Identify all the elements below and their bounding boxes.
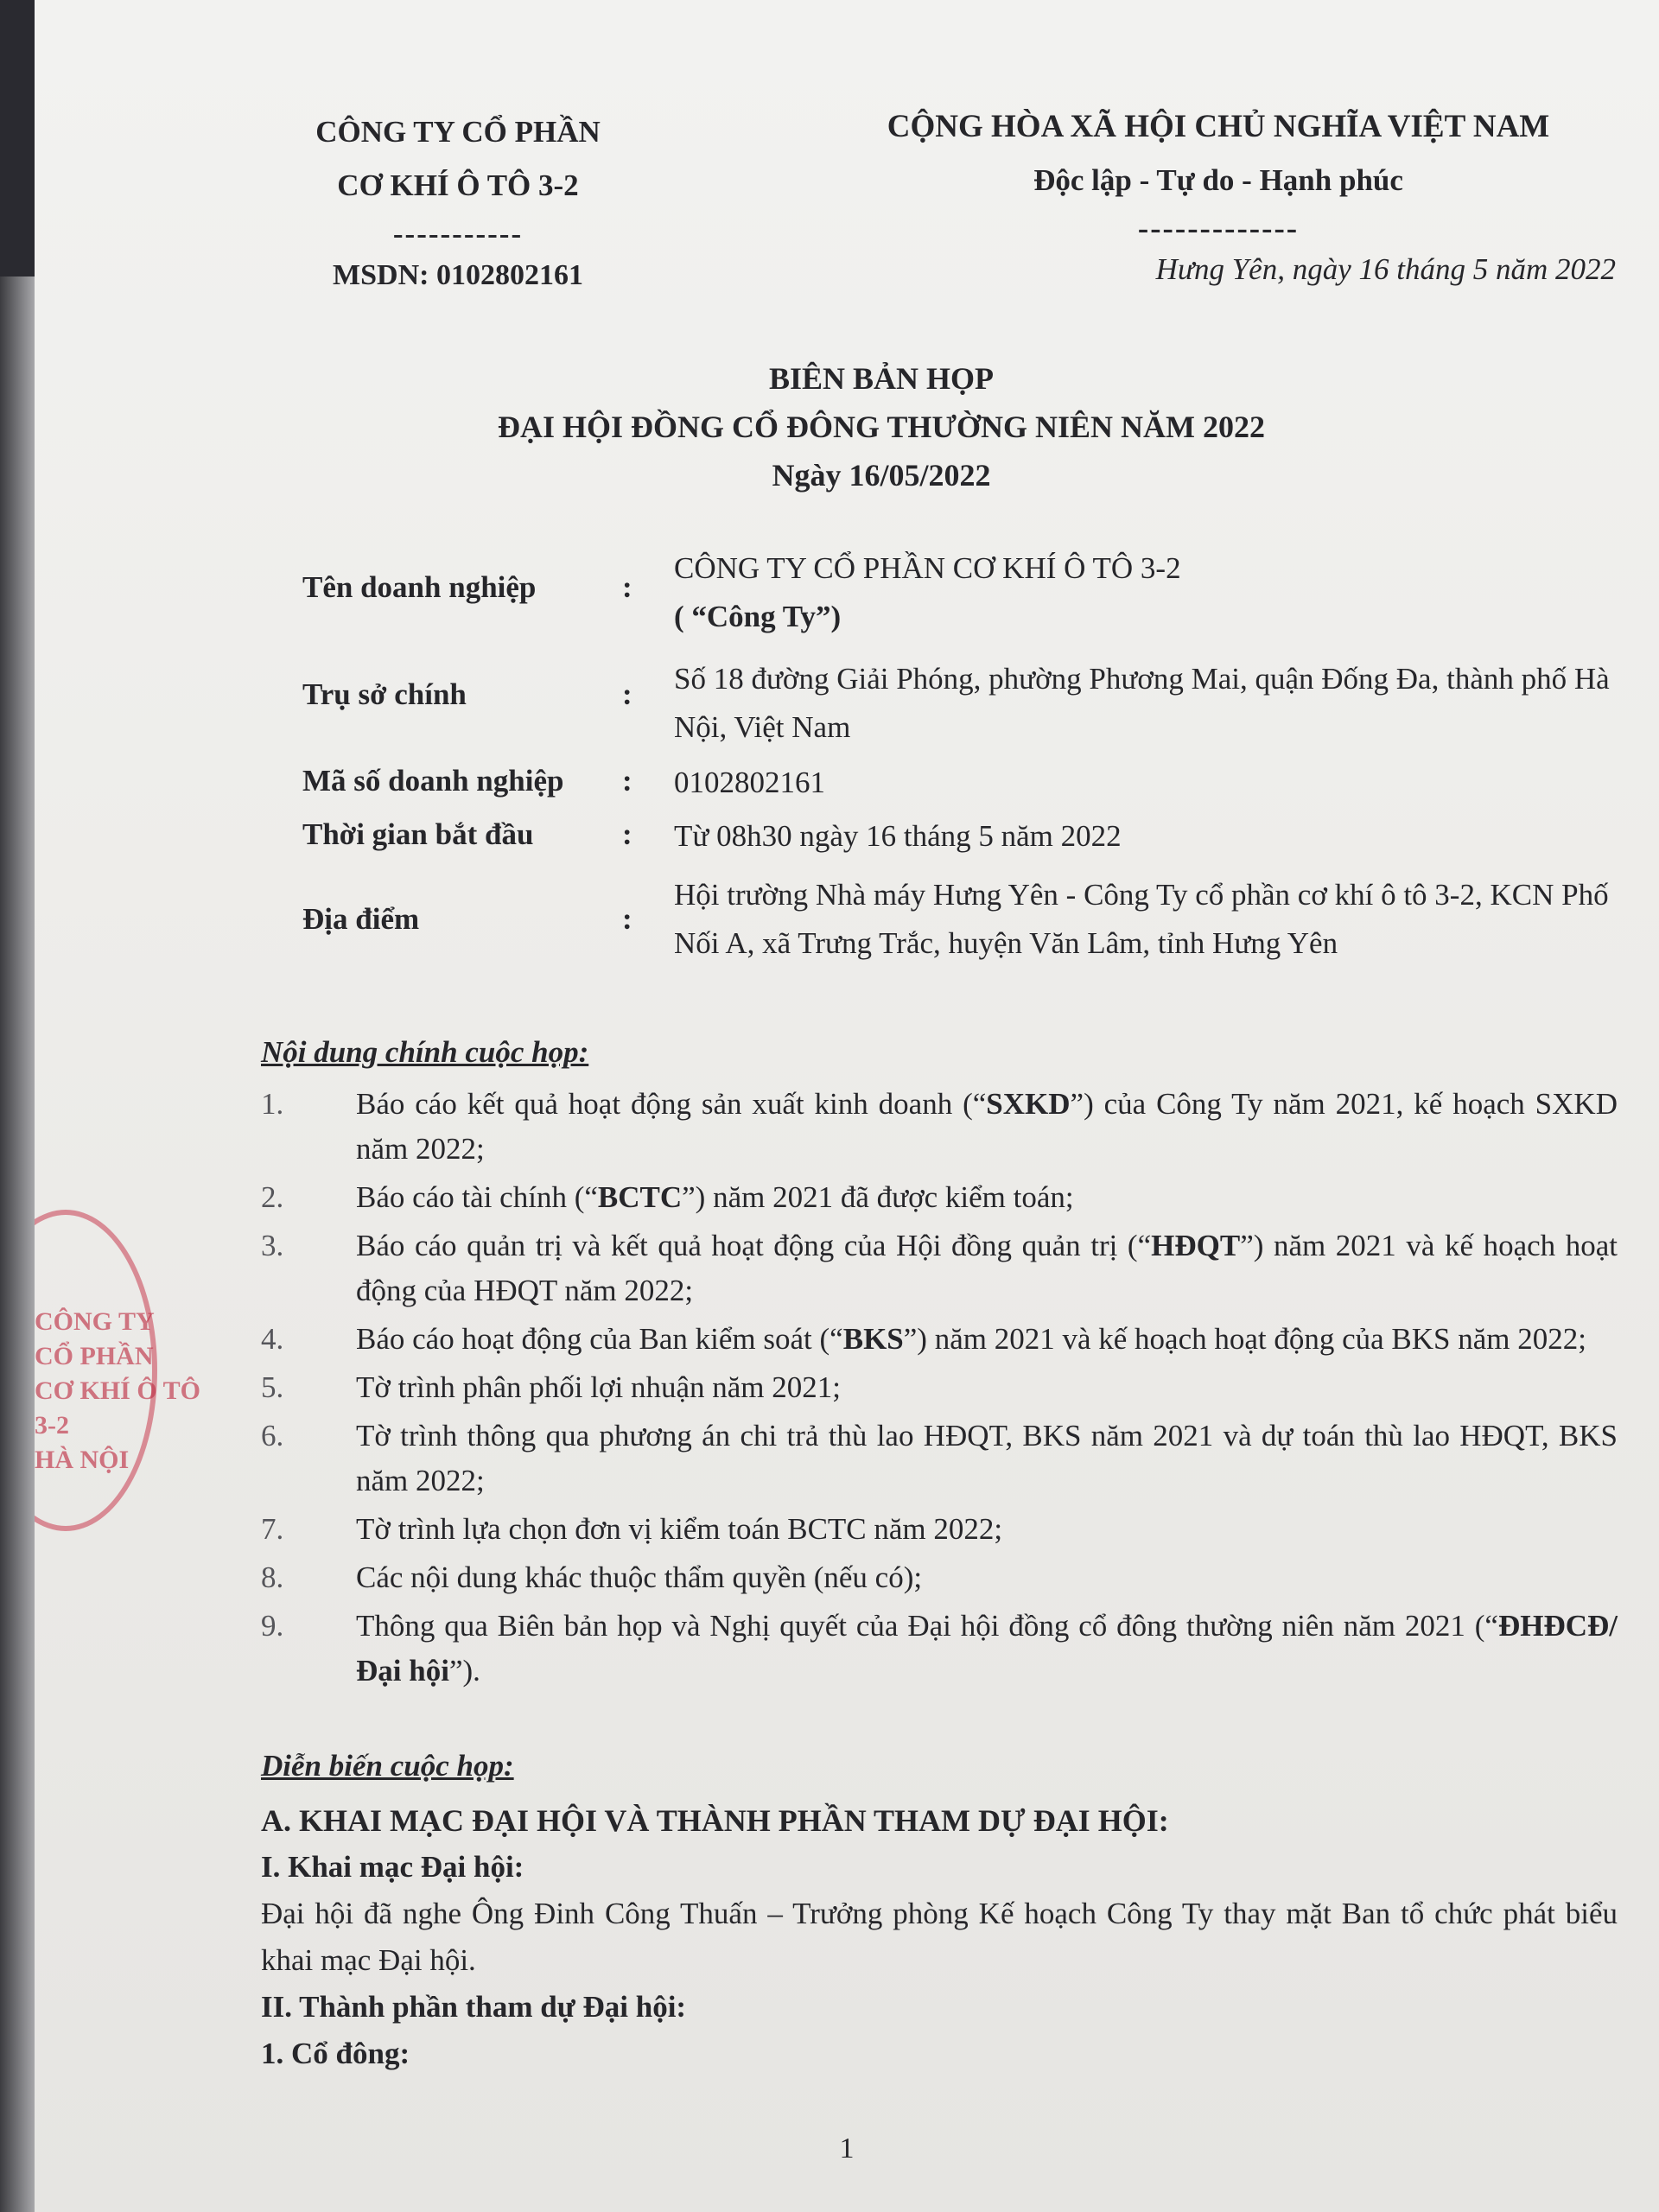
company-alias: ( “Công Ty”) [674, 600, 842, 633]
agenda-item-text [356, 1224, 1618, 1313]
agenda-text-part: Báo cáo hoạt động của Ban kiểm soát (“ [356, 1322, 843, 1356]
company-info-table [302, 544, 1616, 968]
agenda-text-part: Báo cáo tài chính (“ [356, 1180, 598, 1214]
agenda-text-part: ”) năm 2021 và kế hoạch hoạt động của BKS năm 2022; [903, 1322, 1586, 1356]
header-divider-right: ------------- [1137, 211, 1300, 246]
desk-shadow [0, 0, 35, 276]
agenda-text-part: Các nội dung khác thuộc thẩm quyền (nếu có); [356, 1560, 923, 1594]
meeting-place: Hội trường Nhà máy Hưng Yên - Công Ty cổ phần cơ khí ô tô 3-2, KCN Phố Nối A, xã Trưng Trắc, huyện Văn Lâm, tỉnh Hưng Yên [674, 878, 1609, 960]
document-page [35, 0, 1659, 2212]
agenda-abbreviation: BKS [842, 1322, 904, 1356]
info-label: Trụ sở chính [302, 677, 467, 711]
title-line1: BIÊN BẢN HỌP [768, 361, 995, 396]
business-code: 0102802161 [674, 766, 825, 799]
agenda-abbreviation: BCTC [597, 1180, 683, 1214]
agenda-item [261, 1365, 1618, 1410]
section-a-heading: A. KHAI MẠC ĐẠI HỘI VÀ THÀNH PHẦN THAM DỰ ĐẠI HỘI: [261, 1803, 1169, 1838]
section-1-heading: 1. Cổ đông: [261, 2037, 410, 2070]
info-colon: : [622, 764, 632, 798]
section-i-heading: I. Khai mạc Đại hội: [261, 1850, 524, 1884]
info-colon: : [622, 817, 632, 851]
agenda-item-number: 7. [261, 1512, 284, 1546]
header-divider-left: ----------- [392, 217, 524, 251]
info-row-company [302, 544, 1616, 641]
agenda-item-number: 6. [261, 1419, 284, 1452]
info-label: Thời gian bắt đầu [302, 817, 534, 851]
company-name-line2: CƠ KHÍ Ô TÔ 3-2 [337, 168, 579, 202]
info-row-hq [302, 655, 1616, 752]
agenda-item-text [356, 1555, 1618, 1600]
agenda-item-number: 3. [261, 1229, 284, 1262]
agenda-item [261, 1507, 1618, 1552]
info-colon: : [622, 570, 632, 604]
info-row-time [302, 817, 1616, 855]
agenda-item [261, 1604, 1618, 1694]
agenda-abbreviation: ĐHĐCĐ/Đại hội [356, 1609, 1618, 1688]
info-label: Mã số doanh nghiệp [302, 764, 564, 798]
seal-line: CÔNG TY [35, 1307, 155, 1336]
proceedings-body [261, 1797, 1618, 2077]
agenda-item-text [356, 1414, 1618, 1503]
agenda-item-text [356, 1604, 1618, 1694]
agenda-text-part: Tờ trình lựa chọn đơn vị kiểm toán BCTC năm 2022; [356, 1512, 1003, 1546]
company-seal-text [35, 1305, 200, 1478]
info-colon: : [622, 902, 632, 936]
agenda-text-part: ”) của Công Ty năm 2021, kế hoạch SXKD năm 2022; [356, 1087, 1618, 1166]
agenda-item-number: 1. [261, 1087, 284, 1121]
agenda-abbreviation: HĐQT [1151, 1229, 1241, 1262]
nation-name: CỘNG HÒA XÃ HỘI CHỦ NGHĨA VIỆT NAM [887, 109, 1550, 144]
agenda-item [261, 1175, 1618, 1220]
title-date: Ngày 16/05/2022 [772, 458, 991, 493]
agenda-item [261, 1082, 1618, 1172]
company-header [276, 105, 639, 256]
desk-background [0, 0, 35, 2212]
seal-line: CỔ PHẦN [35, 1342, 154, 1370]
company-name-line1: CÔNG TY CỔ PHẦN [315, 115, 601, 149]
seal-line: HÀ NỘI [35, 1446, 130, 1474]
agenda-item-text [356, 1082, 1618, 1172]
agenda-item-number: 5. [261, 1370, 284, 1404]
info-row-place [302, 871, 1616, 968]
agenda-item-text [356, 1507, 1618, 1552]
section-ii-heading: II. Thành phần tham dự Đại hội: [261, 1990, 687, 2024]
seal-line: CƠ KHÍ Ô TÔ [35, 1376, 200, 1405]
seal-line: 3-2 [35, 1411, 69, 1440]
document-title [294, 354, 1469, 499]
agenda-text-part: Báo cáo kết quả hoạt động sản xuất kinh doanh (“ [356, 1087, 987, 1121]
agenda-item [261, 1414, 1618, 1503]
title-line2: ĐẠI HỘI ĐỒNG CỔ ĐÔNG THƯỜNG NIÊN NĂM 2022 [497, 410, 1266, 444]
proceedings-heading: Diễn biến cuộc họp: [261, 1749, 514, 1783]
agenda-text-part: Báo cáo quản trị và kết quả hoạt động của Hội đồng quản trị (“ [356, 1229, 1152, 1262]
hq-address: Số 18 đường Giải Phóng, phường Phương Mai, quận Đống Đa, thành phố Hà Nội, Việt Nam [674, 662, 1610, 744]
opening-paragraph: Đại hội đã nghe Ông Đinh Công Thuấn – Trưởng phòng Kế hoạch Công Ty thay mặt Ban tổ chức phát biểu khai mạc Đại hội. [261, 1897, 1618, 1977]
company-full-name: CÔNG TY CỔ PHẦN CƠ KHÍ Ô TÔ 3-2 [674, 551, 1181, 585]
agenda-heading: Nội dung chính cuộc họp: [261, 1035, 589, 1069]
agenda-text-part: ”) năm 2021 đã được kiểm toán; [682, 1180, 1074, 1214]
agenda-item-number: 2. [261, 1180, 284, 1214]
info-label: Địa điểm [302, 902, 420, 936]
agenda-item [261, 1224, 1618, 1313]
info-colon: : [622, 677, 632, 711]
agenda-item-number: 8. [261, 1560, 284, 1594]
agenda-item [261, 1317, 1618, 1362]
agenda-item-number: 4. [261, 1322, 284, 1356]
agenda-text-part: Tờ trình phân phối lợi nhuận năm 2021; [356, 1370, 841, 1404]
agenda-item-text [356, 1317, 1618, 1362]
page-number: 1 [839, 2133, 855, 2164]
agenda-item [261, 1555, 1618, 1600]
agenda-item-number: 9. [261, 1609, 284, 1643]
agenda-item-text [356, 1365, 1618, 1410]
agenda-abbreviation: SXKD [986, 1087, 1071, 1121]
info-value [674, 544, 1616, 641]
nation-motto: Độc lập - Tự do - Hạnh phúc [1033, 163, 1403, 197]
info-label: Tên doanh nghiệp [302, 570, 537, 604]
document-date: Hưng Yên, ngày 16 tháng 5 năm 2022 [1155, 252, 1616, 286]
info-row-code [302, 764, 1616, 802]
company-tax-code: MSDN: 0102802161 [333, 259, 583, 291]
start-time: Từ 08h30 ngày 16 tháng 5 năm 2022 [674, 819, 1122, 853]
agenda-item-text [356, 1175, 1618, 1220]
agenda-text-part: ”). [448, 1654, 480, 1688]
agenda-list [261, 1082, 1618, 1697]
agenda-text-part: ”) năm 2021 và kế hoạch hoạt động của HĐQT năm 2022; [356, 1229, 1618, 1307]
agenda-text-part: Thông qua Biên bản họp và Nghị quyết của Đại hội đồng cổ đông thường niên năm 2021 (“ [356, 1609, 1498, 1643]
agenda-text-part: Tờ trình thông qua phương án chi trả thù lao HĐQT, BKS năm 2021 và dự toán thù lao HĐQT, BKS năm 2022; [356, 1419, 1618, 1497]
nation-header [830, 100, 1607, 251]
